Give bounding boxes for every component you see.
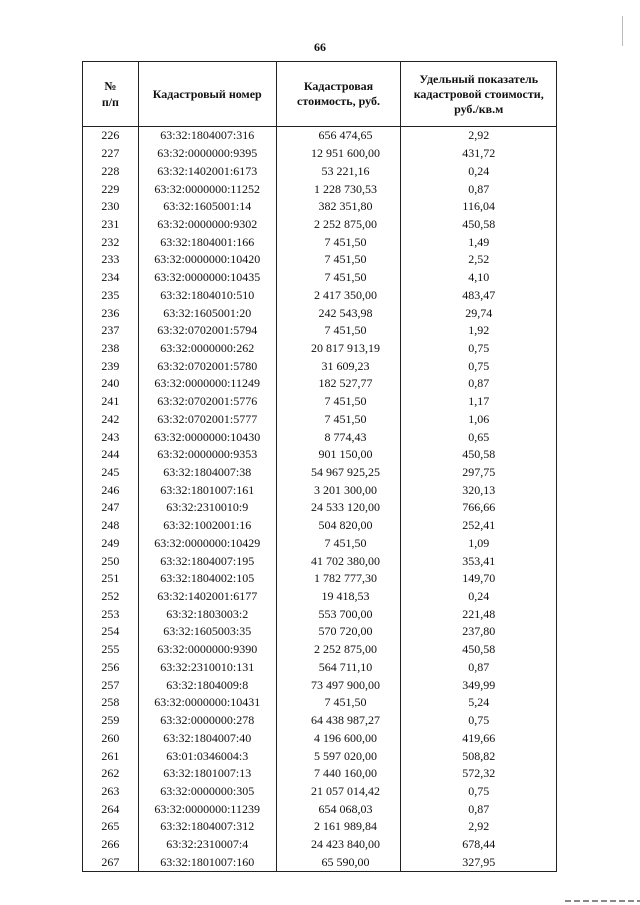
cell-specific-value: 149,70 bbox=[401, 570, 557, 588]
cell-cadastral-value: 901 150,00 bbox=[276, 446, 401, 464]
cell-cadastral-value: 4 196 600,00 bbox=[276, 729, 401, 747]
cell-cadastral-number: 63:32:1804007:312 bbox=[138, 818, 276, 836]
cell-cadastral-value: 553 700,00 bbox=[276, 605, 401, 623]
cell-specific-value: 353,41 bbox=[401, 552, 557, 570]
table-header bbox=[83, 62, 557, 127]
cell-cadastral-value: 7 451,50 bbox=[276, 393, 401, 411]
table-row bbox=[83, 552, 557, 570]
cell-cadastral-number: 63:32:1002001:16 bbox=[138, 517, 276, 535]
cell-cadastral-number: 63:32:0000000:11252 bbox=[138, 180, 276, 198]
table-row bbox=[83, 127, 557, 145]
cell-cadastral-number: 63:32:0000000:9302 bbox=[138, 216, 276, 234]
table-row bbox=[83, 676, 557, 694]
table-row bbox=[83, 428, 557, 446]
cell-row-number: 261 bbox=[83, 747, 139, 765]
table-row bbox=[83, 570, 557, 588]
cell-cadastral-value: 656 474,65 bbox=[276, 127, 401, 145]
table-row bbox=[83, 747, 557, 765]
cell-cadastral-number: 63:32:0702001:5777 bbox=[138, 411, 276, 429]
table-row bbox=[83, 694, 557, 712]
cell-row-number: 257 bbox=[83, 676, 139, 694]
cell-row-number: 244 bbox=[83, 446, 139, 464]
table-body bbox=[83, 127, 557, 872]
cell-cadastral-number: 63:32:1804007:38 bbox=[138, 464, 276, 482]
table-row bbox=[83, 836, 557, 854]
cell-row-number: 256 bbox=[83, 659, 139, 677]
cell-specific-value: 5,24 bbox=[401, 694, 557, 712]
cell-cadastral-value: 54 967 925,25 bbox=[276, 464, 401, 482]
cell-row-number: 234 bbox=[83, 269, 139, 287]
cell-row-number: 252 bbox=[83, 588, 139, 606]
cadastral-table bbox=[82, 61, 557, 872]
cell-row-number: 248 bbox=[83, 517, 139, 535]
cell-row-number: 237 bbox=[83, 322, 139, 340]
cell-row-number: 262 bbox=[83, 765, 139, 783]
table-row bbox=[83, 641, 557, 659]
cell-cadastral-number: 63:32:0702001:5794 bbox=[138, 322, 276, 340]
cell-row-number: 239 bbox=[83, 357, 139, 375]
cell-specific-value: 572,32 bbox=[401, 765, 557, 783]
cell-specific-value: 0,75 bbox=[401, 340, 557, 358]
cell-row-number: 228 bbox=[83, 162, 139, 180]
cell-specific-value: 419,66 bbox=[401, 729, 557, 747]
cell-cadastral-number: 63:32:1402001:6177 bbox=[138, 588, 276, 606]
cell-cadastral-value: 570 720,00 bbox=[276, 623, 401, 641]
cell-cadastral-number: 63:01:0346004:3 bbox=[138, 747, 276, 765]
cell-specific-value: 0,24 bbox=[401, 588, 557, 606]
table-row bbox=[83, 659, 557, 677]
table-row bbox=[83, 712, 557, 730]
table-row bbox=[83, 286, 557, 304]
cell-specific-value: 1,09 bbox=[401, 535, 557, 553]
cell-specific-value: 1,49 bbox=[401, 233, 557, 251]
cell-specific-value: 0,75 bbox=[401, 357, 557, 375]
cell-cadastral-value: 564 711,10 bbox=[276, 659, 401, 677]
table-row bbox=[83, 304, 557, 322]
cell-row-number: 232 bbox=[83, 233, 139, 251]
table-row bbox=[83, 623, 557, 641]
cell-cadastral-value: 65 590,00 bbox=[276, 853, 401, 871]
table-row bbox=[83, 162, 557, 180]
cell-row-number: 227 bbox=[83, 145, 139, 163]
cell-row-number: 264 bbox=[83, 800, 139, 818]
cell-cadastral-number: 63:32:0000000:9390 bbox=[138, 641, 276, 659]
cell-cadastral-number: 63:32:1801007:13 bbox=[138, 765, 276, 783]
header-cadastral-number: Кадастровый номер bbox=[138, 62, 276, 127]
cell-specific-value: 252,41 bbox=[401, 517, 557, 535]
table-row bbox=[83, 198, 557, 216]
cell-cadastral-value: 7 451,50 bbox=[276, 322, 401, 340]
table-row bbox=[83, 481, 557, 499]
cell-specific-value: 221,48 bbox=[401, 605, 557, 623]
cell-cadastral-value: 182 527,77 bbox=[276, 375, 401, 393]
cell-cadastral-value: 7 451,50 bbox=[276, 251, 401, 269]
cell-cadastral-number: 63:32:0000000:10435 bbox=[138, 269, 276, 287]
cell-cadastral-value: 242 543,98 bbox=[276, 304, 401, 322]
cell-row-number: 266 bbox=[83, 836, 139, 854]
cell-row-number: 249 bbox=[83, 535, 139, 553]
header-cadastral-value: Кадастровая стоимость, руб. bbox=[276, 62, 401, 127]
cell-cadastral-value: 21 057 014,42 bbox=[276, 783, 401, 801]
table-row bbox=[83, 357, 557, 375]
cell-specific-value: 2,52 bbox=[401, 251, 557, 269]
cell-cadastral-number: 63:32:0000000:11249 bbox=[138, 375, 276, 393]
cell-cadastral-value: 8 774,43 bbox=[276, 428, 401, 446]
table-row bbox=[83, 393, 557, 411]
cell-row-number: 236 bbox=[83, 304, 139, 322]
cell-cadastral-value: 2 161 989,84 bbox=[276, 818, 401, 836]
table-row bbox=[83, 446, 557, 464]
cell-row-number: 247 bbox=[83, 499, 139, 517]
cell-row-number: 255 bbox=[83, 641, 139, 659]
cell-row-number: 265 bbox=[83, 818, 139, 836]
cell-cadastral-value: 7 451,50 bbox=[276, 269, 401, 287]
header-specific-value: Удельный показатель кадастровой стоимости, руб./кв.м bbox=[401, 62, 557, 127]
cell-specific-value: 0,87 bbox=[401, 659, 557, 677]
cell-cadastral-number: 63:32:1605003:35 bbox=[138, 623, 276, 641]
cell-specific-value: 483,47 bbox=[401, 286, 557, 304]
cell-cadastral-number: 63:32:0000000:10430 bbox=[138, 428, 276, 446]
cell-specific-value: 1,06 bbox=[401, 411, 557, 429]
cell-specific-value: 297,75 bbox=[401, 464, 557, 482]
cell-row-number: 263 bbox=[83, 783, 139, 801]
cell-specific-value: 320,13 bbox=[401, 481, 557, 499]
cell-cadastral-number: 63:32:0000000:9395 bbox=[138, 145, 276, 163]
scan-footer-mark bbox=[565, 900, 640, 902]
cell-cadastral-value: 53 221,16 bbox=[276, 162, 401, 180]
cell-specific-value: 0,24 bbox=[401, 162, 557, 180]
cell-specific-value: 349,99 bbox=[401, 676, 557, 694]
cell-cadastral-value: 7 451,50 bbox=[276, 535, 401, 553]
cell-cadastral-value: 2 417 350,00 bbox=[276, 286, 401, 304]
cell-cadastral-number: 63:32:1804007:195 bbox=[138, 552, 276, 570]
cell-row-number: 245 bbox=[83, 464, 139, 482]
cell-cadastral-number: 63:32:0000000:10429 bbox=[138, 535, 276, 553]
cell-specific-value: 450,58 bbox=[401, 216, 557, 234]
cell-row-number: 231 bbox=[83, 216, 139, 234]
cell-row-number: 230 bbox=[83, 198, 139, 216]
cell-cadastral-number: 63:32:1801007:161 bbox=[138, 481, 276, 499]
table-row bbox=[83, 783, 557, 801]
cell-row-number: 238 bbox=[83, 340, 139, 358]
cell-cadastral-number: 63:32:0000000:11239 bbox=[138, 800, 276, 818]
table-row bbox=[83, 340, 557, 358]
cell-specific-value: 0,75 bbox=[401, 712, 557, 730]
cell-specific-value: 2,92 bbox=[401, 818, 557, 836]
cell-specific-value: 1,17 bbox=[401, 393, 557, 411]
cell-row-number: 242 bbox=[83, 411, 139, 429]
table-row bbox=[83, 464, 557, 482]
cell-cadastral-number: 63:32:0000000:278 bbox=[138, 712, 276, 730]
table-row bbox=[83, 145, 557, 163]
cell-cadastral-value: 20 817 913,19 bbox=[276, 340, 401, 358]
cell-specific-value: 766,66 bbox=[401, 499, 557, 517]
table-row bbox=[83, 535, 557, 553]
cell-cadastral-value: 64 438 987,27 bbox=[276, 712, 401, 730]
cell-cadastral-value: 7 440 160,00 bbox=[276, 765, 401, 783]
cell-cadastral-value: 2 252 875,00 bbox=[276, 216, 401, 234]
table-row bbox=[83, 216, 557, 234]
cell-row-number: 258 bbox=[83, 694, 139, 712]
cell-cadastral-number: 63:32:2310010:131 bbox=[138, 659, 276, 677]
cell-specific-value: 450,58 bbox=[401, 446, 557, 464]
cell-cadastral-value: 7 451,50 bbox=[276, 233, 401, 251]
table-row bbox=[83, 180, 557, 198]
cell-row-number: 240 bbox=[83, 375, 139, 393]
cell-cadastral-number: 63:32:0000000:305 bbox=[138, 783, 276, 801]
cell-cadastral-value: 7 451,50 bbox=[276, 411, 401, 429]
cell-cadastral-number: 63:32:1804001:166 bbox=[138, 233, 276, 251]
cell-cadastral-value: 24 423 840,00 bbox=[276, 836, 401, 854]
cell-specific-value: 1,92 bbox=[401, 322, 557, 340]
cell-row-number: 226 bbox=[83, 127, 139, 145]
table-row bbox=[83, 375, 557, 393]
cell-specific-value: 0,87 bbox=[401, 375, 557, 393]
table-row bbox=[83, 853, 557, 871]
cell-cadastral-value: 654 068,03 bbox=[276, 800, 401, 818]
cell-cadastral-value: 31 609,23 bbox=[276, 357, 401, 375]
cell-cadastral-number: 63:32:1804007:316 bbox=[138, 127, 276, 145]
cell-row-number: 229 bbox=[83, 180, 139, 198]
cell-cadastral-value: 504 820,00 bbox=[276, 517, 401, 535]
header-row-number bbox=[83, 62, 139, 127]
table-row bbox=[83, 233, 557, 251]
cell-cadastral-number: 63:32:1605001:14 bbox=[138, 198, 276, 216]
header-num-abbrev: п/п bbox=[101, 95, 119, 109]
cell-cadastral-number: 63:32:0000000:9353 bbox=[138, 446, 276, 464]
page-number: 66 bbox=[314, 40, 326, 54]
cell-row-number: 254 bbox=[83, 623, 139, 641]
cell-row-number: 235 bbox=[83, 286, 139, 304]
cell-specific-value: 678,44 bbox=[401, 836, 557, 854]
cell-cadastral-number: 63:32:1804009:8 bbox=[138, 676, 276, 694]
cell-specific-value: 508,82 bbox=[401, 747, 557, 765]
cell-cadastral-number: 63:32:0702001:5776 bbox=[138, 393, 276, 411]
cell-row-number: 260 bbox=[83, 729, 139, 747]
cell-cadastral-value: 24 533 120,00 bbox=[276, 499, 401, 517]
table-row bbox=[83, 800, 557, 818]
cell-specific-value: 4,10 bbox=[401, 269, 557, 287]
cell-cadastral-value: 1 782 777,30 bbox=[276, 570, 401, 588]
cell-cadastral-number: 63:32:0000000:10431 bbox=[138, 694, 276, 712]
cell-specific-value: 327,95 bbox=[401, 853, 557, 871]
cell-cadastral-value: 41 702 380,00 bbox=[276, 552, 401, 570]
cell-row-number: 267 bbox=[83, 853, 139, 871]
cell-specific-value: 431,72 bbox=[401, 145, 557, 163]
header-num-sign: № bbox=[104, 79, 117, 93]
table-row bbox=[83, 251, 557, 269]
cell-row-number: 253 bbox=[83, 605, 139, 623]
cell-cadastral-number: 63:32:0000000:10420 bbox=[138, 251, 276, 269]
table-row bbox=[83, 588, 557, 606]
cell-cadastral-number: 63:32:1605001:20 bbox=[138, 304, 276, 322]
cell-row-number: 259 bbox=[83, 712, 139, 730]
cell-cadastral-value: 2 252 875,00 bbox=[276, 641, 401, 659]
table-row bbox=[83, 322, 557, 340]
cell-cadastral-number: 63:32:2310010:9 bbox=[138, 499, 276, 517]
cell-specific-value: 2,92 bbox=[401, 127, 557, 145]
cell-row-number: 241 bbox=[83, 393, 139, 411]
table-row bbox=[83, 411, 557, 429]
cell-cadastral-number: 63:32:0702001:5780 bbox=[138, 357, 276, 375]
cell-cadastral-number: 63:32:0000000:262 bbox=[138, 340, 276, 358]
cell-specific-value: 0,75 bbox=[401, 783, 557, 801]
cell-specific-value: 29,74 bbox=[401, 304, 557, 322]
cell-row-number: 251 bbox=[83, 570, 139, 588]
cell-cadastral-value: 3 201 300,00 bbox=[276, 481, 401, 499]
cell-specific-value: 116,04 bbox=[401, 198, 557, 216]
cell-cadastral-number: 63:32:1804002:105 bbox=[138, 570, 276, 588]
cell-row-number: 246 bbox=[83, 481, 139, 499]
cell-row-number: 250 bbox=[83, 552, 139, 570]
cell-cadastral-value: 19 418,53 bbox=[276, 588, 401, 606]
table-row bbox=[83, 605, 557, 623]
cell-cadastral-number: 63:32:1801007:160 bbox=[138, 853, 276, 871]
cell-cadastral-number: 63:32:1804010:510 bbox=[138, 286, 276, 304]
table-row bbox=[83, 269, 557, 287]
cell-row-number: 243 bbox=[83, 428, 139, 446]
table-row bbox=[83, 818, 557, 836]
cell-cadastral-number: 63:32:1804007:40 bbox=[138, 729, 276, 747]
table-row bbox=[83, 729, 557, 747]
cell-cadastral-number: 63:32:2310007:4 bbox=[138, 836, 276, 854]
cell-cadastral-value: 382 351,80 bbox=[276, 198, 401, 216]
cell-row-number: 233 bbox=[83, 251, 139, 269]
table-row bbox=[83, 499, 557, 517]
table-row bbox=[83, 765, 557, 783]
cell-specific-value: 450,58 bbox=[401, 641, 557, 659]
cell-specific-value: 0,87 bbox=[401, 800, 557, 818]
cell-specific-value: 0,87 bbox=[401, 180, 557, 198]
cell-cadastral-value: 73 497 900,00 bbox=[276, 676, 401, 694]
cell-cadastral-number: 63:32:1402001:6173 bbox=[138, 162, 276, 180]
cell-specific-value: 0,65 bbox=[401, 428, 557, 446]
cell-cadastral-number: 63:32:1803003:2 bbox=[138, 605, 276, 623]
cell-cadastral-value: 1 228 730,53 bbox=[276, 180, 401, 198]
table-row bbox=[83, 517, 557, 535]
cell-cadastral-value: 7 451,50 bbox=[276, 694, 401, 712]
cell-cadastral-value: 12 951 600,00 bbox=[276, 145, 401, 163]
cell-cadastral-value: 5 597 020,00 bbox=[276, 747, 401, 765]
cell-specific-value: 237,80 bbox=[401, 623, 557, 641]
